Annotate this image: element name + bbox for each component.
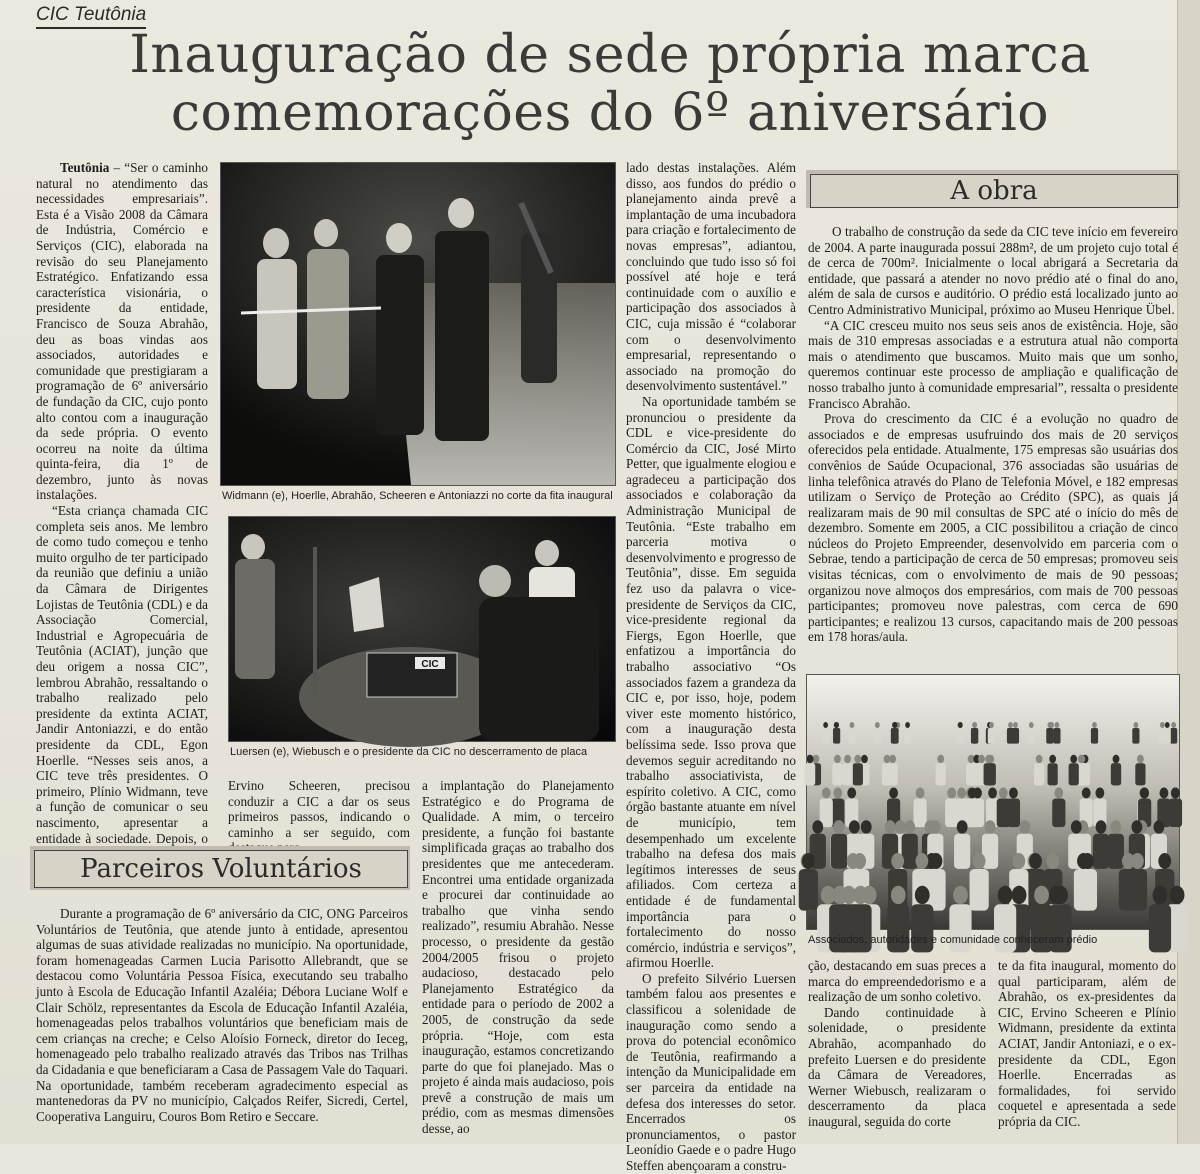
paragraph: ção, destacando em suas preces a marca do empreendedorismo e a realização de um sonho coletivo.: [808, 958, 986, 1005]
article-column-b: [422, 778, 614, 1138]
dateline: Teutônia: [60, 160, 110, 175]
article-column-c: [808, 958, 986, 1140]
paragraph: Dando continuidade à solenidade, o presidente Abrahão, acompanhado do prefeito Luersen e do presidente da Câmara de Vereadores, Werner Wiebusch, realizaram o descerramento da placa inaugural, seguida do corte: [808, 1004, 986, 1129]
paragraph: a implantação do Planejamento Estratégico e do Programa de Qualidade. A mim, o terceiro presidente, a função foi bastante simplificada graças ao trabalho dos presidentes que me antecederam. Encontrei uma entidade organizada e procurei dar continuidade ao trabalho que vinha sendo realizado”, resumiu Abrahão. Nesse processo, o presidente da gestão 2004/2005 frisou o projeto audacioso, destacado pelo Planejamento Estratégico da entidade para o período de 2002 a 2005, de construção da sede própria. “Hoje, com esta inauguração, estamos concretizando parte do que foi planejado. Mas o projeto é ainda mais audacioso, pois prevê a construção de mais um prédio, com as mesmas dimensões desse, ao: [422, 778, 614, 1137]
paragraph: Teutônia – “Ser o caminho natural no atendimento das necessidades empresariais”. Esta é a Visão 2008 da Câmara de Indústria, Comércio e Serviços (CIC), elaborada na revisão do seu Planejamento Estratégico. Enfatizando essa característica visionária, o presidente da entidade, Francisco de Souza Abrahão, deu as boas vindas aos associados, autoridades e comunidade que prestigiaram a programação de 6º aniversário de fundação da CIC, cujo ponto alto contou com a inauguração da sede própria. O evento ocorreu na noite da última quinta-feira, dia 1º de dezembro, junto às novas instalações.: [36, 160, 208, 503]
paragraph: lado destas instalações. Além disso, aos fundos do prédio o planejamento ainda prevê a implantação de uma incubadora para criação e fortalecimento de novas empresas”, adiantou, concluindo que tudo isso só foi possível até hoje e terá continuidade com o auxílio e participação dos associados à CIC, cuja missão é “colaborar com o desenvolvimento empresarial, representando o associado na promoção do desenvolvimento sustentável.”: [626, 160, 796, 394]
box-title-obra: A obra: [810, 174, 1178, 208]
paragraph: te da fita inaugural, momento do qual participaram, além de Abrahão, os ex-presidentes da CIC, Ervino Scheeren e Plínio Widmann, presidente da extinta ACIAT, Jandir Antoniazi, e o ex-presidente da CDL, Egon Hoerlle. Encerradas as formalidades, foi servido coquetel e apresentada a sede própria da CIC.: [998, 958, 1176, 1129]
article-column-3: [626, 160, 796, 1173]
article-column-a: [228, 778, 410, 838]
photo-plaque-unveiling: [228, 516, 616, 742]
adjacent-page-edge: [1177, 0, 1200, 1144]
section-kicker: CIC Teutônia: [36, 4, 146, 29]
obra-text: [808, 224, 1178, 664]
photo-caption: Luersen (e), Wiebusch e o presidente da CIC no descerramento de placa: [230, 746, 588, 758]
parceiros-text: [36, 906, 408, 1140]
paragraph: Prova do crescimento da CIC é a evolução no quadro de associados e de empresas usufruindo dos mais de 20 serviços oferecidos pela entidade. Atualmente, 175 empresas são usuárias dos convênios de Saúde Ocupacional, 376 associadas são usuárias de linha telefônica através do Plano de Telefonia Móvel, e 182 empresas utilizam o Serviço de Proteção ao Crédito (SPC), as quais já realizaram mais de 90 mil consultas de SPC até o início do mês de dezembro. Somente em 2005, a CIC possibilitou a criação de cinco núcleos do Projeto Empreender, desenvolvido em parceria com o Sebrae, tendo a participação de cerca de 50 empresas; promoveu seis visitas técnicas, com o envolvimento de mais de 90 pessoas; organizou nove almoços dos empresários, com mais de 700 pessoas participantes; promoveu nove palestras, com cerca de 690 participantes; e realizou 13 cursos, capacitando mais de 200 pessoas em 178 horas/aula.: [808, 411, 1178, 645]
photo-caption: Associados, autoridades e comunidade conheceram prédio: [808, 934, 1098, 946]
headline: Inauguração de sede própria marca comemorações do 6º aniversário: [129, 25, 1091, 143]
paragraph: “Esta criança chamada CIC completa seis anos. Me lembro de como tudo começou e tenho muito orgulho de ter participado da reunião que definiu a união da Câmara de Dirigentes Lojistas de Teutônia (CDL) e da Associação Comercial, Industrial e Agropecuária de Teutônia (ACIAT), junção que deu origem a nossa CIC”, lembrou Abrahão, ressaltando o trabalho realizado pelo presidente da extinta ACIAT, Jandir Antoniazzi, e do então presidente da CDL, Egon Hoerlle. “Nesses seis anos, a CIC teve três presidentes. O primeiro, Plínio Widmann, teve a função de comunicar o seu nascimento, apresentar a entidade à sociedade. Depois, o: [36, 503, 208, 846]
photo-ribbon-cutting: [220, 162, 616, 486]
paragraph: “A CIC cresceu muito nos seus seis anos de existência. Hoje, são mais de 310 empresas associadas e a estrutura atual não comporta mais o atendimento que buscamos. Muito mais que um sonho, queremos continuar este processo de ampliação e qualificação de nosso trabalho junto à comunidade empresarial”, ressalta o presidente Francisco Abrahão.: [808, 317, 1178, 411]
photo-caption: Widmann (e), Hoerlle, Abrahão, Scheeren e Antoniazzi no corte da fita inaugural: [222, 490, 613, 502]
article-column-d: [998, 958, 1176, 1140]
photo-crowd: [806, 674, 1180, 930]
paragraph: Durante a programação de 6º aniversário da CIC, ONG Parceiros Voluntários de Teutônia, que atende junto à entidade, apresentou algumas de suas atividade realizadas no município. Na oportunidade, foram homenageadas Carmen Lucia Parisotto Allebrandt, que se destacou como Voluntária Pessoa Física, executando seu trabalho junto à Escola de Educação Infantil Azaléia; Débora Luciane Wolf e Clair Schölz, representantes da Escola de Educação Infantil Azaléia, homenageadas pelos trabalhos voluntários que beneficiam mais de cem crianças na creche; e Celso Aloísio Forneck, diretor do Ieceg, homenageado pelo trabalho realizado através das Tribos nas Trilhas da Cidadania e que beneficiaram a Casa de Passagem Vale do Taquari. Na oportunidade, também receberam agradecimento especial as mantenedoras da PV no município, Calçados Reifer, Sicredi, Certel, Cooperativa Languiru, Couros Bom Retiro e Seccare.: [36, 906, 408, 1124]
paragraph: O prefeito Silvério Luersen também falou aos presentes e classificou a solenidade de inauguração como sendo a prova do potencial econômico de Teutônia, reafirmando a intenção da Municipalidade em ser parceira da entidade na defesa dos interesses do setor. Encerrados os pronunciamentos, o pastor Leonídio Gaede e o padre Hugo Steffen abençoaram a constru-: [626, 970, 796, 1173]
paragraph: O trabalho de construção da sede da CIC teve início em fevereiro de 2004. A parte inaugurada possui 288m², de um projeto cujo total é de cerca de 700m². Inicialmente o local abrigará a Secretaria da entidade, que passará a atender no novo prédio até o final do ano, além de sala de cursos e auditório. O prédio está localizado junto ao Centro Administrativo Municipal, próximo ao Museu Henrique Übel.: [808, 224, 1178, 317]
box-title-parceiros: Parceiros Voluntários: [34, 850, 408, 888]
plaque-logo: CIC: [421, 659, 439, 670]
paragraph: Na oportunidade também se pronunciou o presidente da CDL e vice-presidente do Comércio da CIC, José Mirto Petter, que igualmente elogiou e agradeceu a participação dos associados e colaboração da Administração Municipal de Teutônia. “Este trabalho em parceria motiva o desenvolvimento e progresso de Teutônia”, disse. Em seguida fez uso da palavra o vice-presidente de Serviços da CIC, vice-presidente regional da Fiergs, Egon Hoerlle, que enfatizou a importância do trabalho associativo “Os associados fazem a grandeza da CIC e, por isso, hoje, podem viver este momento histórico, com a inauguração desta belíssima sede. Isso prova que devemos seguir acreditando no trabalho associativista, de espírito coletivo. A CIC, como órgão bastante atuante em nível de município, tem desempenhado um excelente trabalho na defesa dos mais legítimos interesses de seus afiliados. Com certeza a entidade é de fundamental importância para o fortalecimento do nosso comércio, indústria e serviços”, afirmou Hoerlle.: [626, 393, 796, 971]
article-column-1: [36, 160, 208, 846]
paragraph: Ervino Scheeren, precisou conduzir a CIC a dar os seus primeiros passos, indicando o caminho a ser seguido, com: [228, 778, 410, 840]
